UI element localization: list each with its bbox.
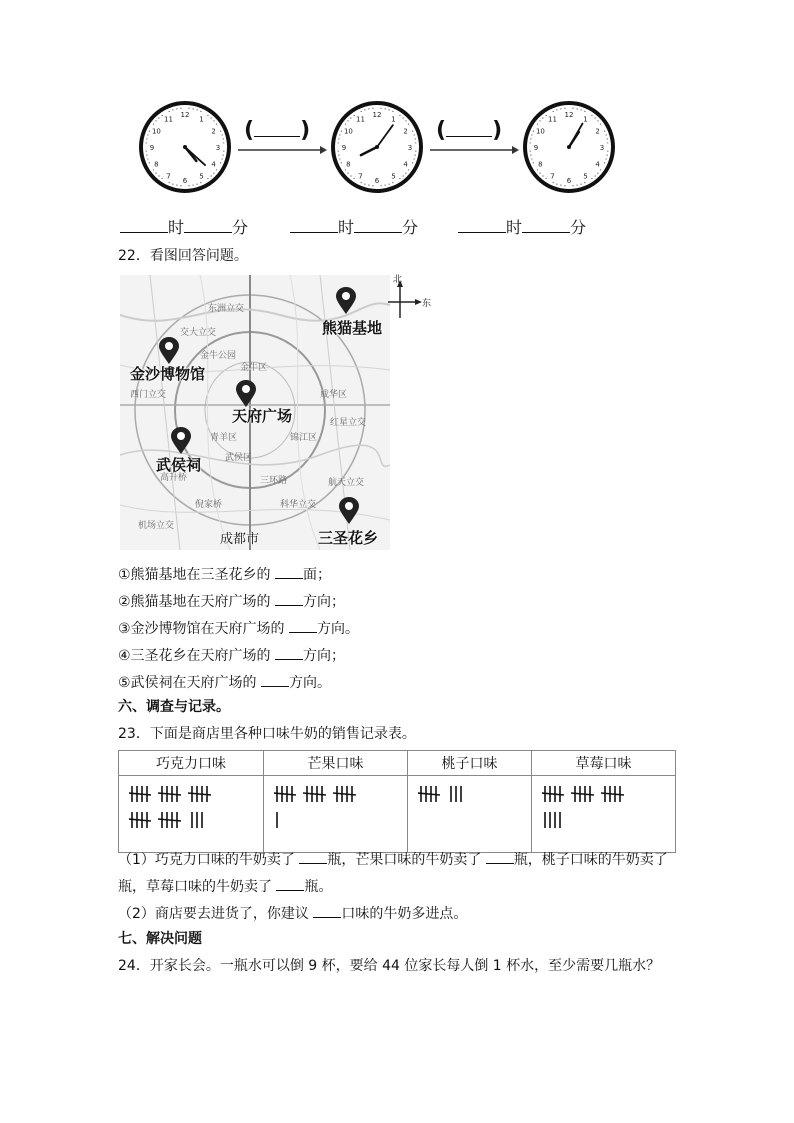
map-minor-5: 青羊区 bbox=[210, 433, 238, 443]
compass-north: 北 bbox=[393, 275, 403, 285]
q22-item-1[interactable]: ①熊猫基地在三圣花乡的 面； bbox=[118, 562, 331, 585]
map-minor-4: 西门立交 bbox=[130, 390, 167, 400]
svg-text:1: 1 bbox=[199, 115, 204, 124]
svg-text:4: 4 bbox=[595, 160, 600, 169]
time-answer-2[interactable]: 时 分 bbox=[290, 216, 418, 238]
map-minor-12: 倪家桥 bbox=[195, 500, 223, 510]
map-minor-10: 航天立交 bbox=[328, 478, 365, 488]
paren-blank-1[interactable]: ( ) bbox=[244, 118, 311, 143]
svg-text:9: 9 bbox=[341, 144, 347, 152]
svg-text:12: 12 bbox=[372, 111, 382, 119]
time-answer-3[interactable]: 时 分 bbox=[458, 216, 586, 238]
svg-text:1: 1 bbox=[583, 115, 588, 124]
location-pin-icon bbox=[170, 427, 192, 455]
paren-blank-2[interactable]: ( ) bbox=[436, 118, 503, 143]
label-sansheng-village: 三圣花乡 bbox=[318, 529, 379, 547]
map-minor-14: 红星立交 bbox=[330, 418, 367, 428]
svg-text:3: 3 bbox=[599, 144, 605, 152]
question-22-title: 22．看图回答问题。 bbox=[118, 248, 248, 264]
location-pin-icon bbox=[158, 337, 180, 365]
location-pin-icon bbox=[235, 380, 257, 408]
q22-item-2[interactable]: ②熊猫基地在天府广场的 方向； bbox=[118, 589, 345, 612]
map-minor-3: 金牛区 bbox=[240, 363, 268, 373]
tally-marks-chocolate bbox=[129, 782, 254, 837]
header-chocolate: 巧克力口味 bbox=[119, 751, 264, 776]
chengdu-map bbox=[120, 275, 390, 550]
svg-text:8: 8 bbox=[346, 160, 351, 169]
label-wuhou-temple: 武侯祠 bbox=[156, 456, 202, 474]
map-minor-6: 成华区 bbox=[320, 390, 348, 400]
tally-marks-strawberry bbox=[542, 782, 667, 837]
section-7-title: 七、解决问题 bbox=[118, 931, 202, 947]
svg-text:9: 9 bbox=[149, 144, 155, 152]
svg-text:7: 7 bbox=[358, 172, 363, 181]
svg-text:8: 8 bbox=[538, 160, 543, 169]
question-23-title: 23．下面是商店里各种口味牛奶的销售记录表。 bbox=[118, 726, 416, 742]
tally-marks-mango bbox=[274, 782, 399, 837]
section-6-title: 六、调查与记录。 bbox=[118, 699, 230, 715]
map-minor-13: 科华立交 bbox=[280, 500, 317, 510]
svg-text:10: 10 bbox=[343, 127, 353, 136]
q23-sub1-line2[interactable]: 瓶，草莓口味的牛奶卖了 瓶。 bbox=[118, 874, 332, 897]
label-jinsha-museum: 金沙博物馆 bbox=[130, 365, 206, 383]
tally-table bbox=[118, 750, 676, 853]
svg-text:10: 10 bbox=[535, 127, 545, 136]
tally-cell-strawberry bbox=[532, 776, 676, 853]
clock-2 bbox=[330, 100, 424, 194]
q23-sub2[interactable]: （2）商店要去进货了，你建议 口味的牛奶多进点。 bbox=[118, 901, 467, 924]
q22-item-5[interactable]: ⑤武侯祠在天府广场的 方向。 bbox=[118, 670, 331, 693]
label-panda-base: 熊猫基地 bbox=[322, 319, 383, 337]
svg-text:12: 12 bbox=[564, 111, 574, 119]
svg-text:7: 7 bbox=[166, 172, 171, 181]
svg-text:6: 6 bbox=[182, 177, 188, 185]
svg-text:5: 5 bbox=[199, 172, 204, 181]
map-minor-9: 高升桥 bbox=[160, 473, 188, 483]
question-24-text: 24．开家长会。一瓶水可以倒 9 杯，要给 44 位家长每人倒 1 杯水，至少需要几瓶水？ bbox=[118, 958, 661, 974]
compass bbox=[384, 276, 434, 322]
svg-text:2: 2 bbox=[403, 127, 408, 136]
header-peach: 桃子口味 bbox=[408, 751, 532, 776]
map-minor-15: 三环路 bbox=[260, 476, 288, 486]
svg-text:4: 4 bbox=[403, 160, 408, 169]
svg-text:5: 5 bbox=[391, 172, 396, 181]
map-minor-0: 东洲立交 bbox=[208, 304, 245, 314]
svg-text:3: 3 bbox=[407, 144, 413, 152]
q23-sub1-line1[interactable]: （1）巧克力口味的牛奶卖了 瓶，芒果口味的牛奶卖了 瓶，桃子口味的牛奶卖了 bbox=[118, 847, 668, 870]
compass-east: 东 bbox=[422, 299, 432, 309]
location-pin-icon bbox=[338, 497, 360, 525]
table-header-row bbox=[119, 751, 676, 776]
svg-text:6: 6 bbox=[566, 177, 572, 185]
arrow-1 bbox=[236, 145, 328, 155]
svg-text:8: 8 bbox=[154, 160, 159, 169]
q22-item-4[interactable]: ④三圣花乡在天府广场的 方向； bbox=[118, 643, 345, 666]
table-row bbox=[119, 776, 676, 853]
tally-cell-mango bbox=[264, 776, 408, 853]
map-minor-2: 金牛公园 bbox=[200, 351, 237, 361]
map-minor-1: 交大立交 bbox=[180, 328, 217, 338]
tally-marks-peach bbox=[418, 782, 523, 837]
map-minor-11: 机场立交 bbox=[138, 521, 175, 531]
svg-text:3: 3 bbox=[215, 144, 221, 152]
svg-text:4: 4 bbox=[211, 160, 216, 169]
location-pin-icon bbox=[335, 287, 357, 315]
label-chengdu-city: 成都市 bbox=[220, 532, 260, 547]
svg-text:11: 11 bbox=[164, 115, 173, 124]
map-minor-8: 锦江区 bbox=[290, 433, 318, 443]
svg-text:6: 6 bbox=[374, 177, 380, 185]
label-tianfu-square: 天府广场 bbox=[232, 407, 293, 425]
svg-text:12: 12 bbox=[180, 111, 190, 119]
map-minor-7: 武侯区 bbox=[225, 453, 253, 463]
q22-item-3[interactable]: ③金沙博物馆在天府广场的 方向。 bbox=[118, 616, 359, 639]
svg-text:10: 10 bbox=[151, 127, 161, 136]
svg-text:1: 1 bbox=[391, 115, 396, 124]
svg-text:7: 7 bbox=[550, 172, 555, 181]
svg-text:2: 2 bbox=[595, 127, 600, 136]
time-answer-1[interactable]: 时 分 bbox=[120, 216, 248, 238]
tally-cell-chocolate bbox=[119, 776, 264, 853]
svg-text:9: 9 bbox=[533, 144, 539, 152]
tally-cell-peach bbox=[408, 776, 532, 853]
arrow-2 bbox=[428, 145, 520, 155]
svg-text:5: 5 bbox=[583, 172, 588, 181]
svg-text:2: 2 bbox=[211, 127, 216, 136]
svg-text:11: 11 bbox=[548, 115, 557, 124]
clock-1 bbox=[138, 100, 232, 194]
clock-3 bbox=[522, 100, 616, 194]
header-strawberry: 草莓口味 bbox=[532, 751, 676, 776]
header-mango: 芒果口味 bbox=[264, 751, 408, 776]
svg-text:11: 11 bbox=[356, 115, 365, 124]
